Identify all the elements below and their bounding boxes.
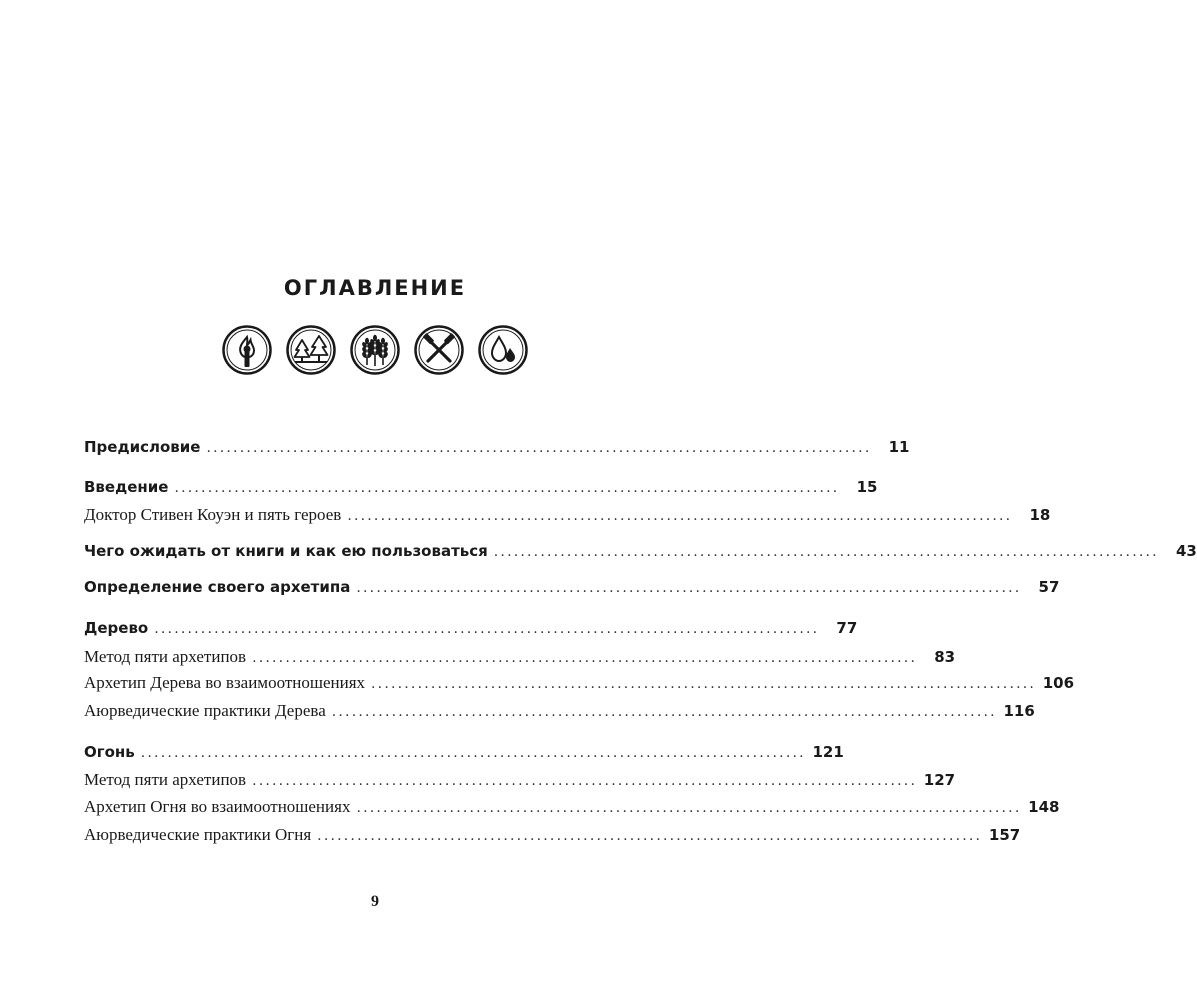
dot-leader: .................................................................................................... <box>317 828 983 844</box>
toc-entry-title: Определение своего архетипа <box>84 578 351 596</box>
toc-entry-page: 15 <box>856 478 878 496</box>
dot-leader: .................................................................................................... <box>347 508 1013 524</box>
toc-entry-page: 43 <box>1175 542 1197 560</box>
dot-leader: .................................................................................................... <box>371 676 1037 692</box>
toc-entry[interactable] <box>84 478 878 506</box>
dot-leader: .................................................................................................... <box>174 480 840 496</box>
toc-entry[interactable] <box>84 542 1197 570</box>
fire-match-icon <box>221 324 273 376</box>
toc-entry-page: 57 <box>1038 578 1060 596</box>
dot-leader: .................................................................................................... <box>154 621 820 637</box>
toc-entry-title: Аюрведические практики Дерева <box>84 701 326 720</box>
toc-entry-page: 116 <box>1003 702 1035 720</box>
toc-entry[interactable] <box>84 578 1060 606</box>
toc-entry-page: 18 <box>1029 506 1051 524</box>
toc-entry-title: Метод пяти архетипов <box>84 770 247 789</box>
toc-entry[interactable] <box>84 797 1060 825</box>
page-title: ОГЛАВЛЕНИЕ <box>283 276 467 300</box>
element-icons <box>0 324 750 376</box>
pine-trees-icon <box>285 324 337 376</box>
toc-entry-title: Доктор Стивен Коуэн и пять героев <box>84 505 342 524</box>
dot-leader: .................................................................................................... <box>140 745 806 761</box>
dot-leader: .................................................................................................... <box>356 580 1022 596</box>
toc-entry-page: 157 <box>988 826 1021 844</box>
toc-entry-title: Метод пяти архетипов <box>84 647 247 666</box>
toc-entry-page: 11 <box>888 438 910 456</box>
toc-entry[interactable] <box>84 647 956 675</box>
toc-entry[interactable] <box>84 619 858 647</box>
toc-entry-title: Архетип Дерева во взаимоотношениях <box>84 673 366 692</box>
toc-entry-title: Чего ожидать от книги и как ею пользоваться <box>84 542 488 560</box>
toc-entry[interactable] <box>84 505 1051 533</box>
toc-entry-title: Архетип Огня во взаимоотношениях <box>84 797 351 816</box>
page-number: 9 <box>371 893 379 910</box>
toc-entry-page: 121 <box>812 743 844 761</box>
toc-entry-title: Аюрведические практики Огня <box>84 825 312 844</box>
dot-leader: .................................................................................................... <box>252 773 918 789</box>
toc-entry[interactable] <box>84 701 1035 729</box>
toc-entry[interactable] <box>84 770 956 798</box>
dot-leader: .................................................................................................... <box>331 704 997 720</box>
dot-leader: .................................................................................................... <box>252 650 918 666</box>
toc-entry-title: Предисловие <box>84 438 201 456</box>
toc-entry-page: 106 <box>1042 674 1075 692</box>
toc-entry-title: Дерево <box>84 619 149 637</box>
toc-entry-title: Введение <box>84 478 169 496</box>
toc-entry-page: 77 <box>836 619 858 637</box>
dot-leader: .................................................................................................... <box>493 544 1159 560</box>
toc-entry[interactable] <box>84 743 844 771</box>
dot-leader: .................................................................................................... <box>206 440 872 456</box>
water-drops-icon <box>477 324 529 376</box>
crossed-hammers-icon <box>413 324 465 376</box>
toc-entry-title: Огонь <box>84 743 135 761</box>
dot-leader: .................................................................................................... <box>356 800 1022 816</box>
toc-entry-page: 83 <box>934 648 956 666</box>
toc-entry[interactable] <box>84 438 910 466</box>
wheat-icon <box>349 324 401 376</box>
toc-entry-page: 148 <box>1028 798 1060 816</box>
toc-entry-page: 127 <box>923 771 956 789</box>
toc-entry[interactable] <box>84 673 1075 701</box>
toc-entry[interactable] <box>84 825 1021 853</box>
